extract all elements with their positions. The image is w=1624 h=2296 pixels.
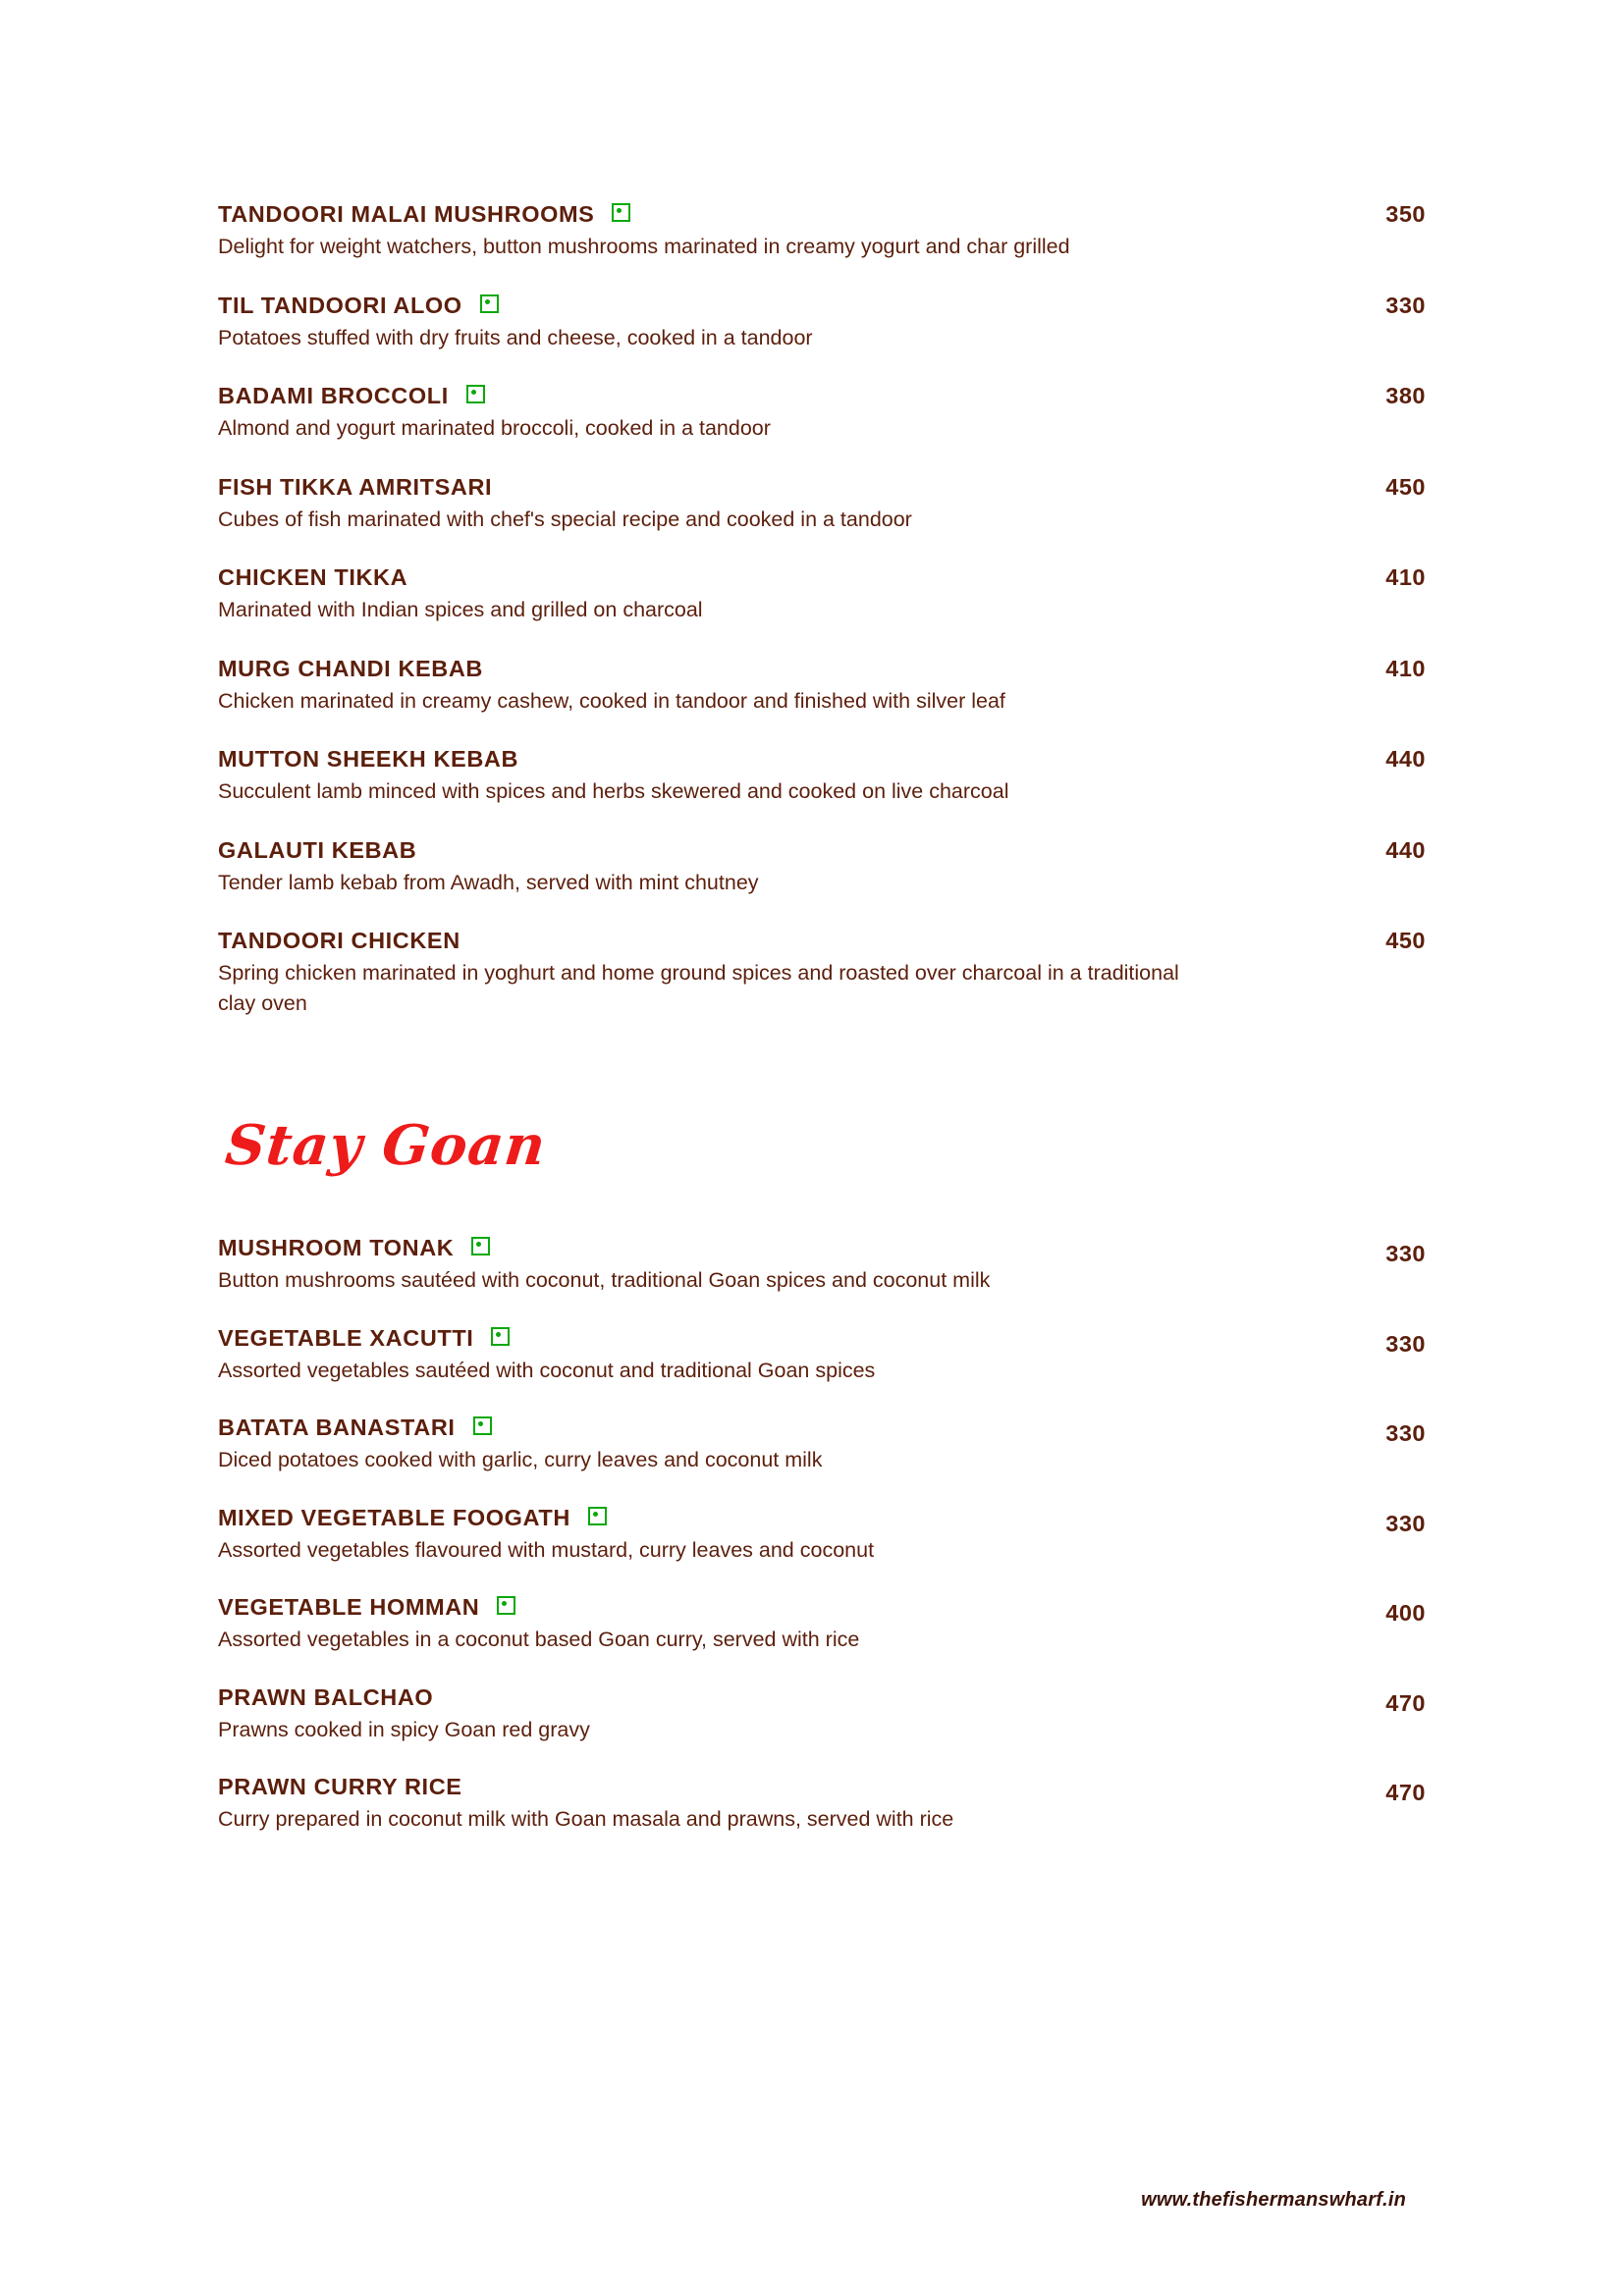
menu-item-head bbox=[218, 201, 1426, 228]
menu-item-name: MURG CHANDI KEBAB bbox=[218, 655, 483, 681]
veg-mark-icon bbox=[612, 203, 630, 222]
menu-item-head bbox=[218, 1684, 1426, 1711]
menu-item-price: 330 bbox=[1385, 1241, 1426, 1267]
menu-item-description: Prawns cooked in spicy Goan red gravy bbox=[218, 1717, 590, 1741]
menu-item bbox=[218, 746, 1426, 807]
menu-item-head bbox=[218, 1415, 1426, 1441]
menu-item-description: Succulent lamb minced with spices and herbs skewered and cooked on live charcoal bbox=[218, 779, 1009, 804]
menu-item bbox=[218, 1774, 1426, 1835]
menu-item-description: Assorted vegetables flavoured with mustard, curry leaves and coconut bbox=[218, 1537, 875, 1562]
menu-item bbox=[218, 1325, 1426, 1386]
veg-mark-icon bbox=[588, 1507, 607, 1525]
menu-item bbox=[218, 656, 1426, 717]
menu-item bbox=[218, 1235, 1426, 1296]
menu-item-description: Delight for weight watchers, button mushrooms marinated in creamy yogurt and char grilled bbox=[218, 235, 1070, 258]
menu-item bbox=[218, 474, 1426, 535]
menu-item bbox=[218, 564, 1426, 625]
menu-item-price: 330 bbox=[1385, 1330, 1426, 1357]
menu-item-head bbox=[218, 1235, 1426, 1261]
menu-item bbox=[218, 1684, 1426, 1745]
menu-item-description: Marinated with Indian spices and grilled on charcoal bbox=[218, 598, 703, 622]
menu-item-head bbox=[218, 1325, 1426, 1352]
menu-item bbox=[218, 928, 1426, 1018]
veg-mark-icon bbox=[466, 385, 485, 403]
menu-item-head bbox=[218, 1594, 1426, 1621]
menu-item bbox=[218, 837, 1426, 898]
menu-item-price: 440 bbox=[1385, 836, 1426, 863]
menu-item-price: 400 bbox=[1385, 1600, 1426, 1627]
veg-mark-icon bbox=[497, 1596, 515, 1615]
menu-item-description: Almond and yogurt marinated broccoli, cooked in a tandoor bbox=[218, 416, 771, 441]
menu-item-name: MUSHROOM TONAK bbox=[218, 1235, 455, 1261]
menu-item-description: Tender lamb kebab from Awadh, served with mint chutney bbox=[218, 870, 759, 894]
menu-item-name: FISH TIKKA AMRITSARI bbox=[218, 473, 493, 500]
menu-item-price: 350 bbox=[1385, 201, 1426, 227]
menu-content bbox=[218, 201, 1426, 1864]
menu-item-price: 330 bbox=[1385, 1420, 1426, 1447]
menu-item-head bbox=[218, 656, 1426, 682]
menu-item-description: Assorted vegetables in a coconut based Goan curry, served with rice bbox=[218, 1628, 860, 1652]
menu-item bbox=[218, 383, 1426, 444]
menu-item-head bbox=[218, 564, 1426, 591]
menu-item-description: Button mushrooms sautéed with coconut, traditional Goan spices and coconut milk bbox=[218, 1268, 991, 1293]
menu-item-head bbox=[218, 383, 1426, 409]
menu-item-price: 470 bbox=[1385, 1780, 1426, 1806]
menu-item-head bbox=[218, 293, 1426, 319]
menu-item-head bbox=[218, 1774, 1426, 1800]
menu-item-name: VEGETABLE HOMMAN bbox=[218, 1594, 480, 1621]
menu-item-price: 330 bbox=[1385, 292, 1426, 318]
menu-item-price: 410 bbox=[1385, 655, 1426, 681]
menu-item-price: 450 bbox=[1385, 928, 1426, 954]
menu-item-name: TANDOORI MALAI MUSHROOMS bbox=[218, 201, 595, 227]
section-heading-stay-goan: Stay Goan bbox=[222, 1113, 550, 1179]
menu-item-name: BADAMI BROCCOLI bbox=[218, 383, 449, 409]
menu-item-name: PRAWN BALCHAO bbox=[218, 1683, 434, 1710]
menu-item-description: Potatoes stuffed with dry fruits and cheese, cooked in a tandoor bbox=[218, 325, 813, 349]
menu-item-head bbox=[218, 928, 1426, 954]
footer-website[interactable]: www.thefishermanswharf.in bbox=[1141, 2189, 1406, 2211]
menu-item-name: VEGETABLE XACUTTI bbox=[218, 1324, 474, 1351]
menu-item-description: Spring chicken marinated in yoghurt and home ground spices and roasted over charcoal in a traditional clay oven bbox=[218, 961, 1179, 1015]
menu-item-name: GALAUTI KEBAB bbox=[218, 836, 417, 863]
menu-item-head bbox=[218, 1505, 1426, 1531]
menu-item-name: TIL TANDOORI ALOO bbox=[218, 292, 462, 318]
menu-item-name: PRAWN CURRY RICE bbox=[218, 1774, 462, 1800]
menu-item-name: TANDOORI CHICKEN bbox=[218, 928, 460, 954]
menu-item-price: 440 bbox=[1385, 746, 1426, 773]
menu-item bbox=[218, 201, 1426, 262]
menu-item bbox=[218, 1415, 1426, 1475]
menu-item-price: 380 bbox=[1385, 383, 1426, 409]
menu-item-name: MIXED VEGETABLE FOOGATH bbox=[218, 1504, 570, 1530]
menu-item-price: 330 bbox=[1385, 1510, 1426, 1536]
menu-item-description: Chicken marinated in creamy cashew, cooked in tandoor and finished with silver leaf bbox=[218, 688, 1005, 713]
menu-item-name: BATATA BANASTARI bbox=[218, 1415, 456, 1441]
veg-mark-icon bbox=[480, 294, 499, 313]
menu-item-name: CHICKEN TIKKA bbox=[218, 564, 408, 591]
menu-item-price: 470 bbox=[1385, 1689, 1426, 1716]
menu-item-price: 410 bbox=[1385, 564, 1426, 591]
veg-mark-icon bbox=[471, 1237, 490, 1255]
menu-item bbox=[218, 1505, 1426, 1566]
menu-section-stay-goan bbox=[218, 1235, 1426, 1835]
menu-item-description: Curry prepared in coconut milk with Goan masala and prawns, served with rice bbox=[218, 1807, 954, 1832]
menu-item-description: Cubes of fish marinated with chef's special recipe and cooked in a tandoor bbox=[218, 507, 912, 531]
menu-item-head bbox=[218, 474, 1426, 501]
menu-section-tandoor bbox=[218, 201, 1426, 1018]
menu-item-price: 450 bbox=[1385, 473, 1426, 500]
menu-item-head bbox=[218, 837, 1426, 864]
veg-mark-icon bbox=[491, 1327, 510, 1346]
menu-item bbox=[218, 293, 1426, 353]
menu-item-description: Assorted vegetables sautéed with coconut and traditional Goan spices bbox=[218, 1358, 876, 1382]
veg-mark-icon bbox=[473, 1416, 492, 1435]
menu-item-description: Diced potatoes cooked with garlic, curry leaves and coconut milk bbox=[218, 1448, 823, 1472]
menu-item bbox=[218, 1594, 1426, 1655]
menu-item-name: MUTTON SHEEKH KEBAB bbox=[218, 746, 519, 773]
menu-item-head bbox=[218, 746, 1426, 773]
